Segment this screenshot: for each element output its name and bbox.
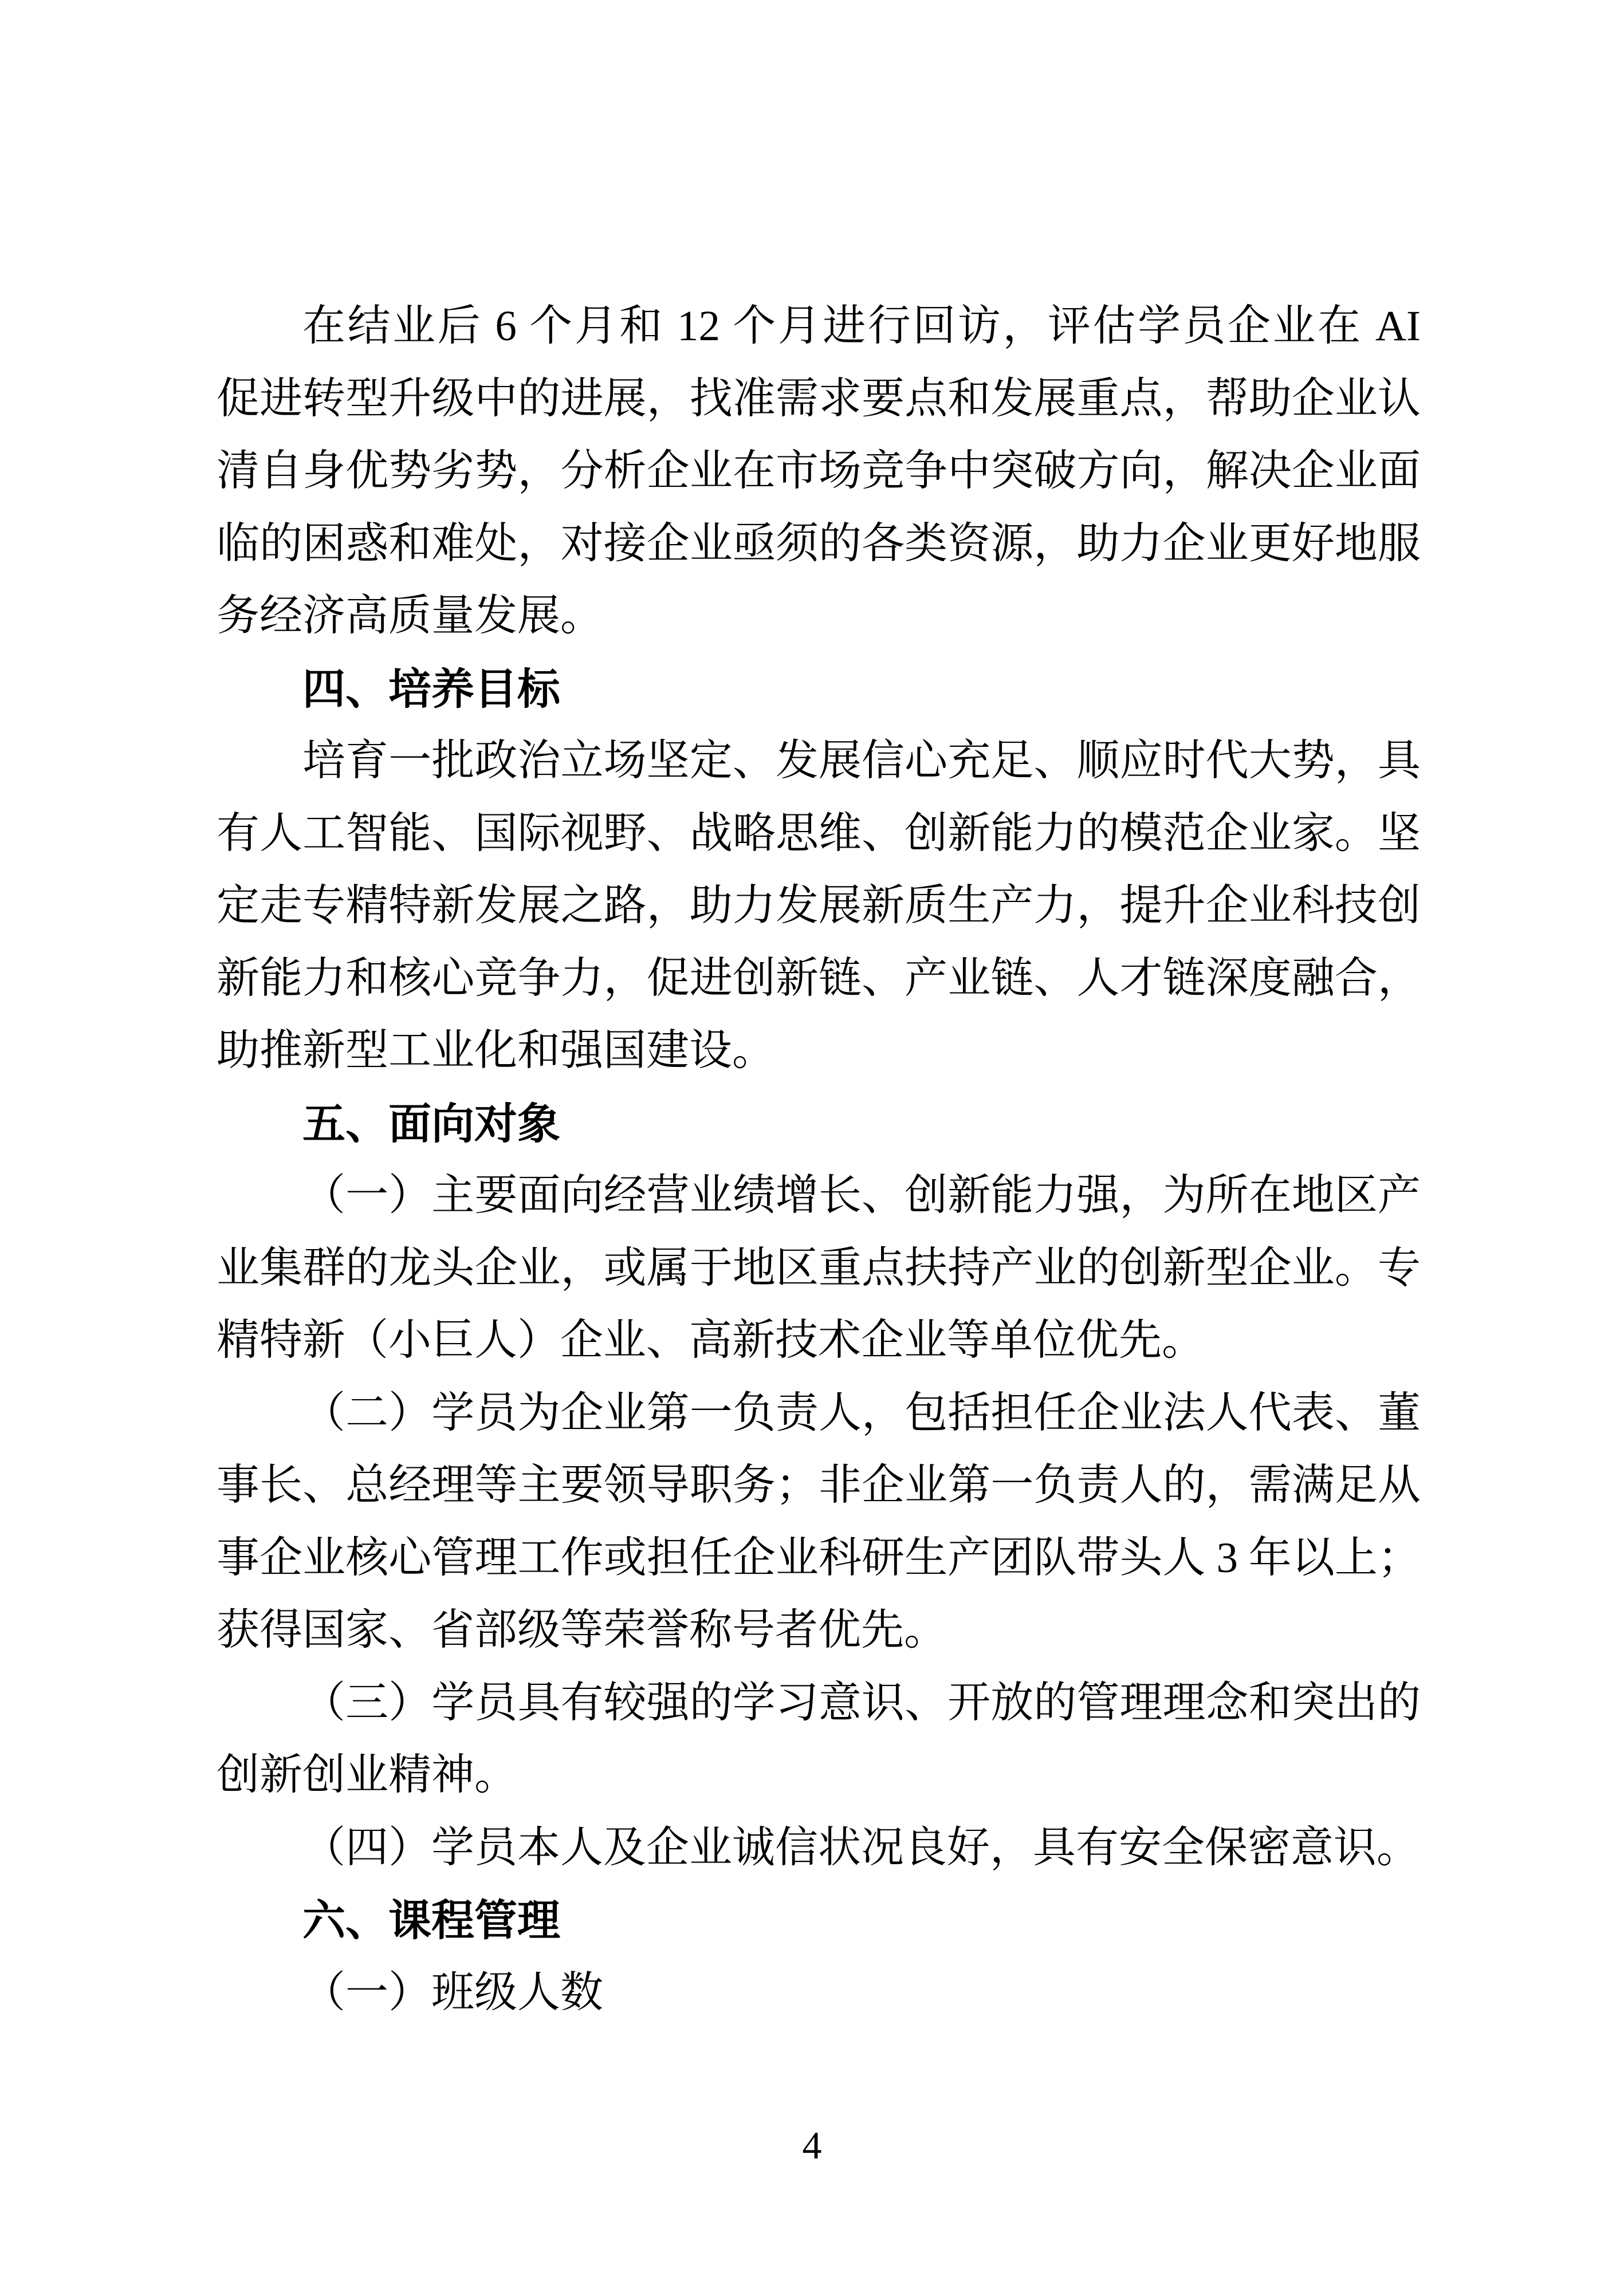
text-line: 获得国家、省部级等荣誉称号者优先。 — [217, 1606, 947, 1654]
text-line: （三）学员具有较强的学习意识、开放的管理理念和突出的 — [302, 1679, 1421, 1727]
page-number: 4 — [802, 2124, 822, 2167]
text-line: （二）学员为企业第一负责人，包括担任企业法人代表、董 — [302, 1389, 1421, 1437]
text-line: 在结业后 6 个月和 12 个月进行回访，评估学员企业在 AI — [302, 302, 1421, 350]
text-line: 培育一批政治立场坚定、发展信心充足、顺应时代大势，具 — [302, 737, 1421, 785]
text-line: 事长、总经理等主要领导职务；非企业第一负责人的，需满足从 — [217, 1462, 1421, 1509]
section-heading: 六、课程管理 — [302, 1896, 561, 1944]
text-line: 定走专精特新发展之路，助力发展新质生产力，提升企业科技创 — [217, 882, 1421, 930]
text-line: 创新创业精神。 — [217, 1751, 518, 1799]
text-line: 清自身优势劣势，分析企业在市场竞争中突破方向，解决企业面 — [217, 447, 1421, 495]
text-line: 助推新型工业化和强国建设。 — [217, 1027, 776, 1074]
text-line: 业集群的龙头企业，或属于地区重点扶持产业的创新型企业。专 — [217, 1244, 1421, 1292]
text-line: 新能力和核心竞争力，促进创新链、产业链、人才链深度融合， — [217, 954, 1421, 1002]
sub-section-heading: （一）班级人数 — [302, 1968, 604, 2017]
text-line: 促进转型升级中的进展，找准需求要点和发展重点，帮助企业认 — [217, 375, 1421, 423]
document-body — [217, 290, 1421, 2029]
text-line: 精特新（小巨人）企业、高新技术企业等单位优先。 — [217, 1317, 1205, 1364]
text-line: 有人工智能、国际视野、战略思维、创新能力的模范企业家。坚 — [217, 809, 1421, 857]
section-heading: 五、面向对象 — [302, 1099, 561, 1148]
text-line: （四）学员本人及企业诚信状况良好，具有安全保密意识。 — [302, 1824, 1420, 1872]
text-line: （一）主要面向经营业绩增长、创新能力强，为所在地区产 — [302, 1172, 1421, 1219]
text-line: 事企业核心管理工作或担任企业科研生产团队带头人 3 年以上； — [217, 1534, 1421, 1582]
text-line: 临的困惑和难处，对接企业亟须的各类资源，助力企业更好地服 — [217, 519, 1421, 568]
text-line: 务经济高质量发展。 — [217, 592, 604, 640]
section-heading: 四、培养目标 — [302, 664, 561, 713]
